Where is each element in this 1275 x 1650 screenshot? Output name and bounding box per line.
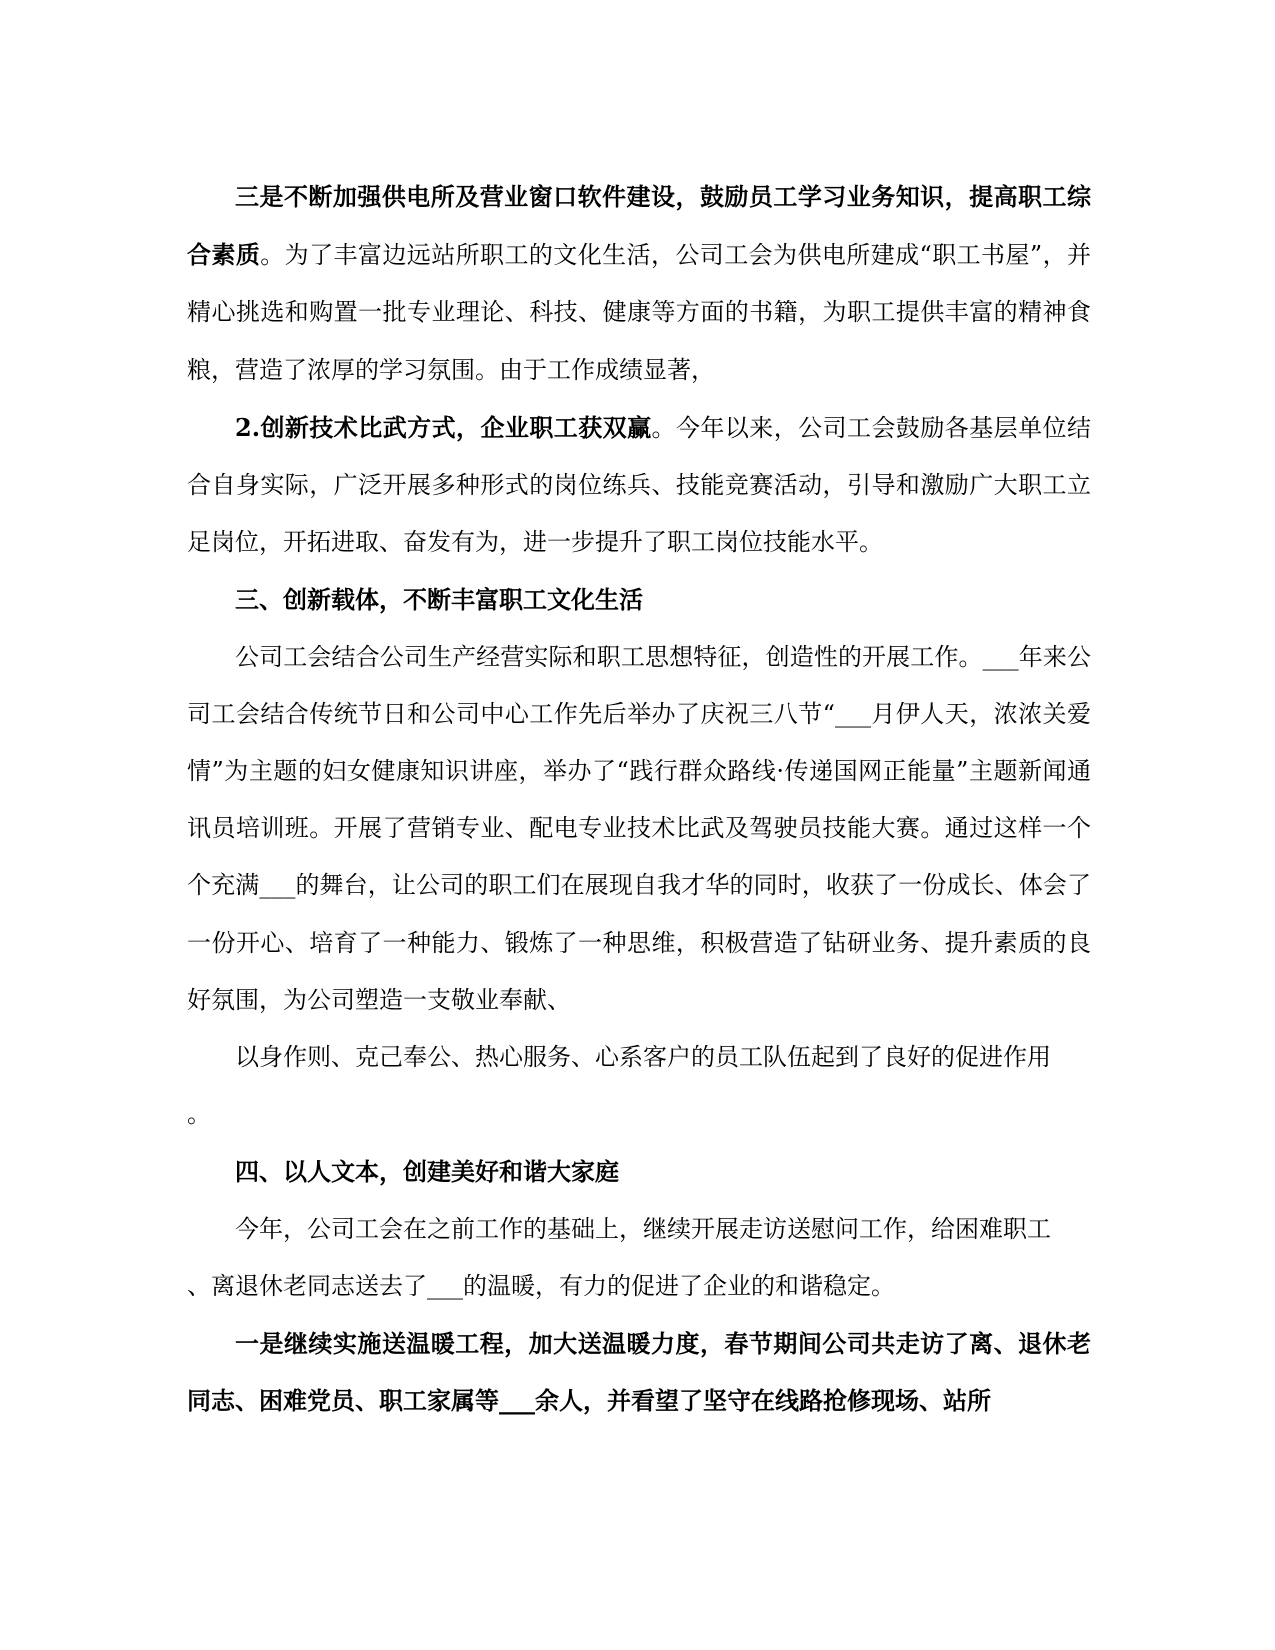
- paragraph-skill-competition: [187, 399, 1091, 572]
- paragraph-software-construction: [187, 168, 1091, 399]
- paragraph-cultural-activities: 公司工会结合公司生产经营实际和职工思想特征，创造性的开展工作。___年来公司工会结合传统节日和公司中心工作先后举办了庆祝三八节“___月伊人天，浓浓关爱情”为主题的妇女健康知识讲座，举办了“践行群众路线·传递国网正能量”主题新闻通讯员培训班。开展了营销专业、配电专业技术比武及驾驶员技能大赛。通过这样一个个充满___的舞台，让公司的职工们在展现自我才华的同时，收获了一份成长、体会了一份开心、培育了一种能力、锻炼了一种思维，积极营造了钻研业务、提升素质的良好氛围，为公司塑造一支敬业奉献、: [187, 642, 1091, 1014]
- document-body: [187, 168, 1091, 1429]
- paragraph-text: 。为了丰富边远站所职工的文化生活，公司工会为供电所建成“职工书屋”，并精心挑选和购置一批专业理论、科技、健康等方面的书籍，为职工提供丰富的精神食粮，营造了浓厚的学习氛围。由于工作成绩显著，: [187, 241, 1092, 384]
- paragraph-lead-bold: 三是不断加强供电所及营业窗口软件建设，鼓励员工学习业务知识，提高职工综合素质: [187, 182, 1091, 270]
- paragraph-visits-tail: 、离退休老同志送去了___的温暖，有力的促进了企业的和谐稳定。: [187, 1271, 895, 1300]
- paragraph-staff-team: 以身作则、克己奉公、热心服务、心系客户的员工队伍起到了良好的促进作用: [235, 1043, 1051, 1072]
- section-heading-3: 三、创新载体，不断丰富职工文化生活: [235, 585, 643, 615]
- paragraph-visits: 今年，公司工会在之前工作的基础上，继续开展走访送慰问工作，给困难职工: [235, 1214, 1051, 1243]
- paragraph-staff-team-tail: 。: [187, 1100, 211, 1129]
- paragraph-warmth-project: 一是继续实施送温暖工程，加大送温暖力度，春节期间公司共走访了离、退休老同志、困难党员、职工家属等___余人，并看望了坚守在线路抢修现场、站所: [187, 1329, 1091, 1416]
- paragraph-text: 。今年以来，公司工会鼓励各基层单位结合自身实际，广泛开展多种形式的岗位练兵、技能竞赛活动，引导和激励广大职工立足岗位，开拓进取、奋发有为，进一步提升了职工岗位技能水平。: [187, 413, 1091, 557]
- paragraph-lead-bold: 2.创新技术比武方式，企业职工获双赢: [235, 412, 652, 442]
- section-heading-4: 四、以人文本，创建美好和谐大家庭: [235, 1157, 619, 1187]
